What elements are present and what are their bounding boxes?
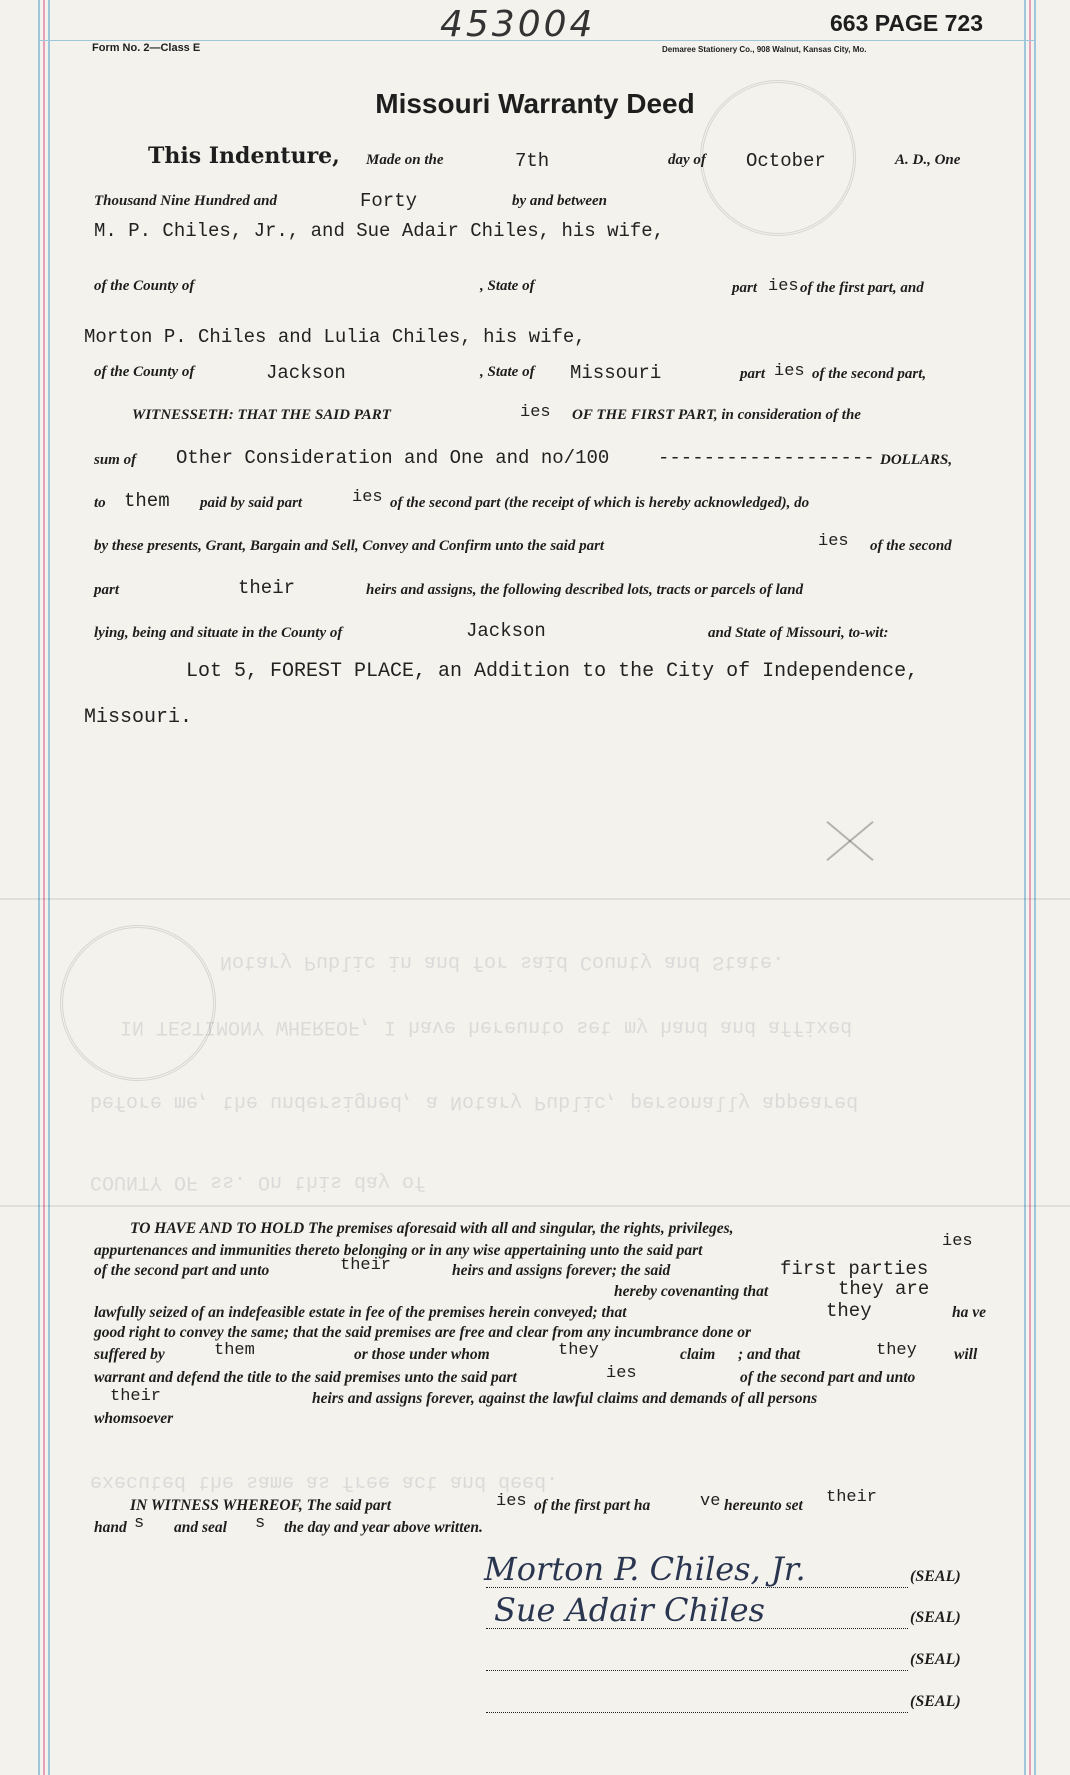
bleed-through-text: COUNTY OF ss. On this day of <box>90 1170 427 1193</box>
habendum-line: lawfully seized of an indefeasible estate in fee of the premises herein conveyed; that <box>94 1304 627 1321</box>
seal-label: (SEAL) <box>910 1651 961 1668</box>
state-label: , State of <box>480 278 535 294</box>
signature-line <box>486 1628 908 1629</box>
habendum-line: heirs and assigns forever, against the lawful claims and demands of all persons <box>312 1390 818 1407</box>
habendum-line: claim <box>680 1346 716 1363</box>
indenture-heading: This Indenture, <box>148 143 340 169</box>
county-label: of the County of <box>94 278 195 294</box>
lying-text: lying, being and situate in the County of <box>94 625 343 641</box>
legal-description-line: Missouri. <box>84 706 193 729</box>
habendum-line: TO HAVE AND TO HOLD The premises aforesaid with all and singular, the rights, privileges, <box>130 1220 734 1237</box>
margin-rule <box>1034 0 1036 1775</box>
part-suffix: ies <box>942 1232 973 1251</box>
habendum-line: or those under whom <box>354 1346 490 1363</box>
their-fill: their <box>110 1387 162 1406</box>
covenant-fill: they are <box>838 1278 930 1300</box>
grant-rest: of the second <box>870 538 952 554</box>
grantor-description-fill: first parties <box>780 1258 929 1280</box>
habendum-line: hereby covenanting that <box>614 1283 769 1300</box>
heirs-assigns-text: heirs and assigns, the following described lots, tracts or parcels of land <box>366 582 804 598</box>
they-fill: they <box>876 1341 917 1360</box>
margin-rule <box>1029 0 1031 1775</box>
witness-clause: and seal <box>174 1519 227 1536</box>
them-fill: them <box>214 1341 255 1360</box>
bleed-through-text: before me, the undersigned, a Notary Public, personally appeared <box>90 1090 859 1113</box>
witnesseth-lead: WITNESSETH: THAT THE SAID PART <box>132 407 391 423</box>
part-suffix: ies <box>352 488 383 507</box>
habendum-line: appurtenances and immunities thereto belonging or in any wise appertaining unto the said part <box>94 1242 703 1259</box>
state-to-wit: and State of Missouri, to-wit: <box>708 625 889 641</box>
signature-line <box>486 1587 908 1588</box>
document-title: Missouri Warranty Deed <box>375 88 695 119</box>
bleed-through-text: IN TESTIMONY WHEREOF, I have hereunto set my hand and affixed <box>120 1015 853 1038</box>
amount-dashes: ------------------- <box>658 447 875 469</box>
fold-line <box>0 1205 1070 1207</box>
second-party-state: Missouri <box>570 362 662 384</box>
deed-month: October <box>746 150 826 172</box>
habendum-line: ; and that <box>738 1346 801 1363</box>
have-fill: ve <box>700 1492 721 1511</box>
second-party-county: Jackson <box>266 362 346 384</box>
legal-description-line: Lot 5, FOREST PLACE, an Addition to the City of Independence, <box>186 660 919 683</box>
day-of-label: day of <box>668 152 706 168</box>
signature-line <box>486 1670 908 1671</box>
margin-rule <box>48 0 50 1775</box>
witness-clause: IN WITNESS WHEREOF, The said part <box>130 1497 392 1514</box>
bleed-through-text: Notary Public in and for said County and State. <box>220 950 785 973</box>
part-suffix: ies <box>818 532 849 551</box>
part-suffix: ies <box>768 277 799 296</box>
habendum-line: heirs and assigns forever; the said <box>452 1262 671 1279</box>
plural-fill: s <box>255 1514 266 1533</box>
they-fill: they <box>826 1300 872 1322</box>
habendum-line: will <box>954 1346 978 1363</box>
sum-label: sum of <box>94 452 137 468</box>
habendum-line: suffered by <box>94 1346 165 1363</box>
part-suffix: ies <box>496 1492 527 1511</box>
witness-clause: hand <box>94 1519 127 1536</box>
stationer-imprint: Demaree Stationery Co., 908 Walnut, Kansas City, Mo. <box>662 45 867 54</box>
have-fill: ha ve <box>952 1304 987 1321</box>
margin-rule <box>1024 0 1026 1775</box>
notary-seal-impression <box>60 925 216 1081</box>
witness-clause: hereunto set <box>724 1497 803 1514</box>
second-part-label: of the second part, <box>812 366 927 382</box>
their-fill: their <box>826 1488 878 1507</box>
signature-line <box>486 1712 908 1713</box>
their-fill: their <box>238 577 296 599</box>
dollars-label: DOLLARS, <box>880 452 953 468</box>
habendum-line: good right to convey the same; that the said premises are free and clear from any incumbrance done or <box>94 1324 752 1341</box>
seal-label: (SEAL) <box>910 1609 961 1626</box>
margin-rule <box>43 0 45 1775</box>
form-number: Form No. 2—Class E <box>92 42 201 54</box>
habendum-line: whomsoever <box>94 1410 174 1427</box>
fold-line <box>0 898 1070 900</box>
by-and-between-label: by and between <box>512 193 607 209</box>
their-fill: their <box>340 1256 392 1275</box>
property-county: Jackson <box>466 620 546 642</box>
thousand-label: Thousand Nine Hundred and <box>94 193 277 209</box>
part-label: part <box>94 582 120 598</box>
part-suffix: ies <box>606 1364 637 1383</box>
part-label: part <box>740 366 766 382</box>
paid-by-label: paid by said part <box>200 495 303 511</box>
they-fill: they <box>558 1341 599 1360</box>
signature-sue-adair-chiles: Sue Adair Chiles <box>494 1591 765 1629</box>
to-label: to <box>94 495 106 511</box>
first-part-label: of the first part, and <box>800 280 924 296</box>
deed-year: Forty <box>360 190 418 212</box>
seal-label: (SEAL) <box>910 1568 961 1585</box>
signature-morton-p-chiles: Morton P. Chiles, Jr. <box>484 1550 806 1588</box>
consideration-amount: Other Consideration and One and no/100 <box>176 447 610 469</box>
state-label: , State of <box>480 364 535 380</box>
receipt-acknowledged-text: of the second part (the receipt of which is hereby acknowledged), do <box>390 495 810 511</box>
ad-one-label: A. D., One <box>895 152 961 168</box>
bleed-through-text: executed the same as free act and deed. <box>90 1470 559 1493</box>
witnesseth-rest: OF THE FIRST PART, in consideration of the <box>572 407 861 423</box>
part-suffix: ies <box>520 403 551 422</box>
part-label: part <box>732 280 758 296</box>
habendum-line: warrant and defend the title to the said premises unto the said part <box>94 1369 517 1386</box>
county-label: of the County of <box>94 364 195 380</box>
deed-day: 7th <box>515 150 550 172</box>
margin-rule <box>38 0 40 1775</box>
witness-clause: the day and year above written. <box>284 1519 483 1536</box>
first-party-names: M. P. Chiles, Jr., and Sue Adair Chiles, his wife, <box>94 220 665 242</box>
part-suffix: ies <box>774 362 805 381</box>
seal-label: (SEAL) <box>910 1693 961 1710</box>
to-whom: them <box>124 490 170 512</box>
grant-text: by these presents, Grant, Bargain and Sell, Convey and Confirm unto the said part <box>94 538 605 554</box>
habendum-line: of the second part and unto <box>94 1262 270 1279</box>
second-party-names: Morton P. Chiles and Lulia Chiles, his wife, <box>84 326 586 348</box>
plural-fill: s <box>134 1514 145 1533</box>
book-page-stamp: 663 PAGE 723 <box>830 10 984 36</box>
handwritten-document-number: 453004 <box>440 4 596 45</box>
habendum-line: of the second part and unto <box>740 1369 916 1386</box>
witness-clause: of the first part ha <box>534 1497 651 1514</box>
made-on-label: Made on the <box>366 152 444 168</box>
